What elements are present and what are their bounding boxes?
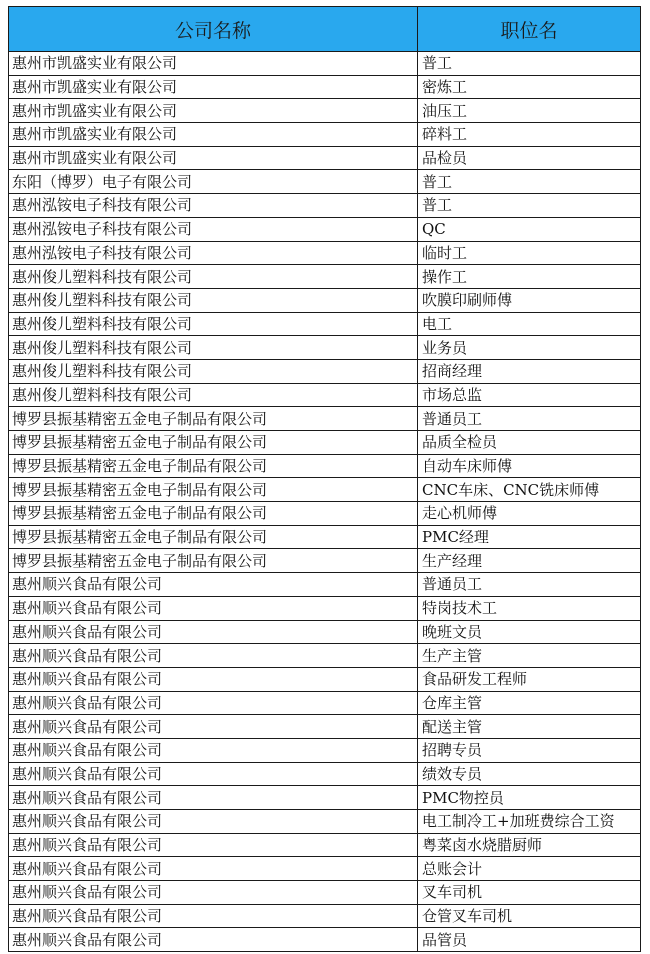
- company-name-cell: 博罗县振基精密五金电子制品有限公司: [9, 431, 418, 455]
- company-name-cell: 博罗县振基精密五金电子制品有限公司: [9, 407, 418, 431]
- company-name-cell: 惠州顺兴食品有限公司: [9, 644, 418, 668]
- table-row: [9, 123, 641, 147]
- company-name-cell: 惠州顺兴食品有限公司: [9, 620, 418, 644]
- position-name-cell: 总账会计: [418, 857, 641, 881]
- table-row: [9, 502, 641, 526]
- position-name-cell: 普工: [418, 170, 641, 194]
- table-row: [9, 359, 641, 383]
- company-name-cell: 惠州俊儿塑料科技有限公司: [9, 288, 418, 312]
- company-name-cell: 惠州顺兴食品有限公司: [9, 904, 418, 928]
- position-name-cell: 招商经理: [418, 359, 641, 383]
- company-name-cell: 惠州泓铵电子科技有限公司: [9, 217, 418, 241]
- company-name-cell: 惠州顺兴食品有限公司: [9, 928, 418, 952]
- table-row: [9, 170, 641, 194]
- company-name-cell: 博罗县振基精密五金电子制品有限公司: [9, 454, 418, 478]
- company-name-cell: 惠州俊儿塑料科技有限公司: [9, 265, 418, 289]
- company-name-cell: 惠州顺兴食品有限公司: [9, 667, 418, 691]
- header-row: [9, 7, 641, 52]
- table-row: [9, 573, 641, 597]
- position-name-cell: 招聘专员: [418, 738, 641, 762]
- table-row: [9, 407, 641, 431]
- table-row: [9, 928, 641, 952]
- table-row: [9, 454, 641, 478]
- position-name-cell: 普工: [418, 194, 641, 218]
- table-row: [9, 52, 641, 76]
- table-row: [9, 478, 641, 502]
- position-name-cell: 品管员: [418, 928, 641, 952]
- position-name-cell: 吹膜印刷师傅: [418, 288, 641, 312]
- position-name-cell: 粤菜卤水烧腊厨师: [418, 833, 641, 857]
- company-name-cell: 惠州顺兴食品有限公司: [9, 857, 418, 881]
- position-name-cell: 自动车床师傅: [418, 454, 641, 478]
- position-name-cell: QC: [418, 217, 641, 241]
- table-row: [9, 217, 641, 241]
- position-name-cell: 配送主管: [418, 715, 641, 739]
- company-name-cell: 惠州泓铵电子科技有限公司: [9, 241, 418, 265]
- position-name-cell: 走心机师傅: [418, 502, 641, 526]
- company-name-cell: 博罗县振基精密五金电子制品有限公司: [9, 478, 418, 502]
- company-name-cell: 惠州顺兴食品有限公司: [9, 881, 418, 905]
- company-name-cell: 惠州市凯盛实业有限公司: [9, 123, 418, 147]
- position-name-cell: CNC车床、CNC铣床师傅: [418, 478, 641, 502]
- company-name-cell: 惠州顺兴食品有限公司: [9, 573, 418, 597]
- position-name-cell: 业务员: [418, 336, 641, 360]
- table-row: [9, 715, 641, 739]
- company-name-cell: 惠州顺兴食品有限公司: [9, 833, 418, 857]
- company-name-cell: 惠州顺兴食品有限公司: [9, 762, 418, 786]
- company-name-cell: 惠州顺兴食品有限公司: [9, 715, 418, 739]
- table-row: [9, 336, 641, 360]
- position-name-cell: 普通员工: [418, 407, 641, 431]
- table-row: [9, 99, 641, 123]
- position-name-cell: 市场总监: [418, 383, 641, 407]
- company-name-cell: 惠州俊儿塑料科技有限公司: [9, 359, 418, 383]
- position-name-cell: 生产经理: [418, 549, 641, 573]
- table-row: [9, 786, 641, 810]
- company-name-cell: 东阳（博罗）电子有限公司: [9, 170, 418, 194]
- position-name-cell: 绩效专员: [418, 762, 641, 786]
- position-name-cell: PMC经理: [418, 525, 641, 549]
- company-name-cell: 惠州俊儿塑料科技有限公司: [9, 383, 418, 407]
- table-row: [9, 762, 641, 786]
- position-name-cell: PMC物控员: [418, 786, 641, 810]
- company-name-cell: 惠州市凯盛实业有限公司: [9, 52, 418, 76]
- company-name-cell: 惠州泓铵电子科技有限公司: [9, 194, 418, 218]
- table-row: [9, 810, 641, 834]
- company-name-cell: 惠州市凯盛实业有限公司: [9, 146, 418, 170]
- company-name-cell: 惠州俊儿塑料科技有限公司: [9, 336, 418, 360]
- position-name-cell: 品检员: [418, 146, 641, 170]
- position-name-cell: 食品研发工程师: [418, 667, 641, 691]
- table-row: [9, 738, 641, 762]
- table-row: [9, 525, 641, 549]
- position-name-cell: 油压工: [418, 99, 641, 123]
- table-row: [9, 431, 641, 455]
- position-name-cell: 普工: [418, 52, 641, 76]
- position-name-cell: 仓管叉车司机: [418, 904, 641, 928]
- position-name-cell: 品质全检员: [418, 431, 641, 455]
- company-name-cell: 惠州市凯盛实业有限公司: [9, 99, 418, 123]
- company-name-cell: 惠州顺兴食品有限公司: [9, 738, 418, 762]
- position-name-cell: 晚班文员: [418, 620, 641, 644]
- table-row: [9, 312, 641, 336]
- position-name-cell: 生产主管: [418, 644, 641, 668]
- table-row: [9, 904, 641, 928]
- table-row: [9, 549, 641, 573]
- table-row: [9, 75, 641, 99]
- company-name-cell: 惠州俊儿塑料科技有限公司: [9, 312, 418, 336]
- table-row: [9, 833, 641, 857]
- table-row: [9, 241, 641, 265]
- table-row: [9, 265, 641, 289]
- company-name-cell: 惠州顺兴食品有限公司: [9, 786, 418, 810]
- table-row: [9, 691, 641, 715]
- table-row: [9, 596, 641, 620]
- job-listing-table: [8, 6, 641, 952]
- company-name-cell: 惠州顺兴食品有限公司: [9, 691, 418, 715]
- company-name-cell: 博罗县振基精密五金电子制品有限公司: [9, 525, 418, 549]
- table-body: [9, 52, 641, 952]
- position-name-cell: 碎料工: [418, 123, 641, 147]
- company-name-cell: 惠州市凯盛实业有限公司: [9, 75, 418, 99]
- position-name-cell: 叉车司机: [418, 881, 641, 905]
- position-name-cell: 密炼工: [418, 75, 641, 99]
- table-row: [9, 194, 641, 218]
- position-name-header: 职位名: [418, 7, 641, 52]
- position-name-cell: 普通员工: [418, 573, 641, 597]
- company-name-cell: 惠州顺兴食品有限公司: [9, 810, 418, 834]
- table-row: [9, 620, 641, 644]
- table-row: [9, 644, 641, 668]
- table-row: [9, 857, 641, 881]
- table-row: [9, 288, 641, 312]
- table-row: [9, 383, 641, 407]
- position-name-cell: 电工制冷工+加班费综合工资: [418, 810, 641, 834]
- company-name-cell: 惠州顺兴食品有限公司: [9, 596, 418, 620]
- company-name-cell: 博罗县振基精密五金电子制品有限公司: [9, 502, 418, 526]
- table-row: [9, 146, 641, 170]
- table-row: [9, 667, 641, 691]
- company-name-header: 公司名称: [9, 7, 418, 52]
- position-name-cell: 特岗技术工: [418, 596, 641, 620]
- position-name-cell: 仓库主管: [418, 691, 641, 715]
- position-name-cell: 操作工: [418, 265, 641, 289]
- company-name-cell: 博罗县振基精密五金电子制品有限公司: [9, 549, 418, 573]
- table-row: [9, 881, 641, 905]
- position-name-cell: 电工: [418, 312, 641, 336]
- position-name-cell: 临时工: [418, 241, 641, 265]
